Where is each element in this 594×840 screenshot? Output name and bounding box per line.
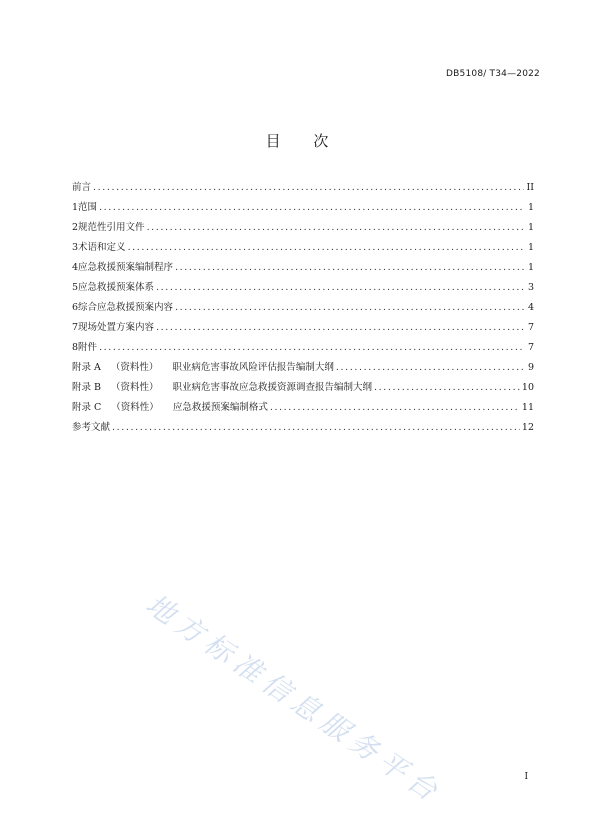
- toc-leader-dots: [112, 418, 520, 438]
- toc-appendix-type: （资料性）: [111, 402, 159, 413]
- toc-appendix-type: （资料性）: [110, 362, 159, 373]
- toc-entry-title: 附件: [78, 342, 98, 353]
- toc-entry-page: 7: [527, 342, 534, 353]
- toc-entry-appendix-a[interactable]: [72, 358, 534, 378]
- toc-entry-number: 6: [72, 302, 79, 313]
- toc-entry-page: 1: [527, 202, 534, 213]
- toc-entry-number: 7: [72, 322, 79, 333]
- toc-entry-title: 现场处置方案内容: [78, 322, 155, 333]
- toc-appendix-label: 附录 B: [72, 382, 102, 393]
- toc-entry-page: 3: [527, 282, 534, 293]
- toc-entry-number: 8: [72, 342, 79, 353]
- toc-entry-bibliography[interactable]: [72, 418, 534, 438]
- toc-entry-page: 1: [527, 242, 534, 253]
- toc-entry-page: 10: [521, 382, 534, 393]
- toc-appendix-label: 附录 A: [72, 362, 101, 373]
- toc-leader-dots: [175, 258, 524, 278]
- toc-leader-dots: [99, 338, 524, 358]
- toc-entry-appendix-b[interactable]: [72, 378, 534, 398]
- toc-entry-terms[interactable]: [72, 238, 534, 258]
- toc-entry-attachment[interactable]: [72, 338, 534, 358]
- toc-entry-title: 前言: [72, 182, 92, 193]
- table-of-contents: [72, 178, 534, 438]
- toc-entry-page: 1: [527, 262, 534, 273]
- toc-leader-dots: [270, 398, 520, 418]
- toc-leader-dots: [128, 238, 524, 258]
- toc-entry-number: 3: [72, 242, 79, 253]
- toc-entry-page: II: [526, 182, 534, 193]
- toc-entry-title: 职业病危害事故风险评估报告编制大纲: [172, 362, 334, 373]
- toc-entry-page: 7: [527, 322, 534, 333]
- toc-entry-page: 4: [527, 302, 534, 313]
- toc-entry-page: 9: [527, 362, 534, 373]
- toc-leader-dots: [156, 278, 524, 298]
- toc-leader-dots: [99, 198, 524, 218]
- toc-entry-title: 应急救援预案编制程序: [78, 262, 174, 273]
- toc-entry-comprehensive-plan[interactable]: [72, 298, 534, 318]
- toc-entry-number: 2: [72, 222, 79, 233]
- toc-appendix-type: （资料性）: [111, 382, 159, 393]
- toc-entry-page: 11: [521, 402, 534, 413]
- toc-entry-title: 职业病危害事故应急救援资源调查报告编制大纲: [172, 382, 373, 393]
- toc-entry-onsite-plan[interactable]: [72, 318, 534, 338]
- toc-entry-appendix-c[interactable]: [72, 398, 534, 418]
- watermark: 地方标准信息服务平台: [139, 587, 449, 811]
- toc-leader-dots: [175, 298, 524, 318]
- toc-entry-title: 术语和定义: [78, 242, 126, 253]
- toc-entry-title: 规范性引用文件: [78, 222, 145, 233]
- page-number: I: [524, 772, 528, 782]
- toc-entry-scope[interactable]: [72, 198, 534, 218]
- toc-entry-title: 应急救援预案体系: [78, 282, 155, 293]
- toc-appendix-label: 附录 C: [72, 402, 102, 413]
- toc-entry-title: 综合应急救援预案内容: [78, 302, 174, 313]
- toc-leader-dots: [336, 358, 524, 378]
- toc-entry-page: 12: [521, 422, 534, 433]
- toc-entry-number: 4: [72, 262, 79, 273]
- toc-entry-foreword[interactable]: [72, 178, 534, 198]
- toc-entry-title: 应急救援预案编制格式: [172, 402, 268, 413]
- toc-entry-title: 参考文献: [72, 422, 111, 433]
- toc-entry-number: 1: [72, 202, 79, 213]
- toc-entry-page: 1: [527, 222, 534, 233]
- toc-leader-dots: [147, 218, 524, 238]
- doc-code: DB5108/ T34—2022: [446, 69, 540, 79]
- toc-entry-system[interactable]: [72, 278, 534, 298]
- toc-leader-dots: [374, 378, 520, 398]
- toc-entry-procedure[interactable]: [72, 258, 534, 278]
- toc-leader-dots: [93, 178, 524, 198]
- toc-leader-dots: [156, 318, 524, 338]
- toc-title: 目 次: [265, 132, 343, 150]
- toc-entry-title: 范围: [78, 202, 98, 213]
- toc-entry-normative-references[interactable]: [72, 218, 534, 238]
- toc-entry-number: 5: [72, 282, 79, 293]
